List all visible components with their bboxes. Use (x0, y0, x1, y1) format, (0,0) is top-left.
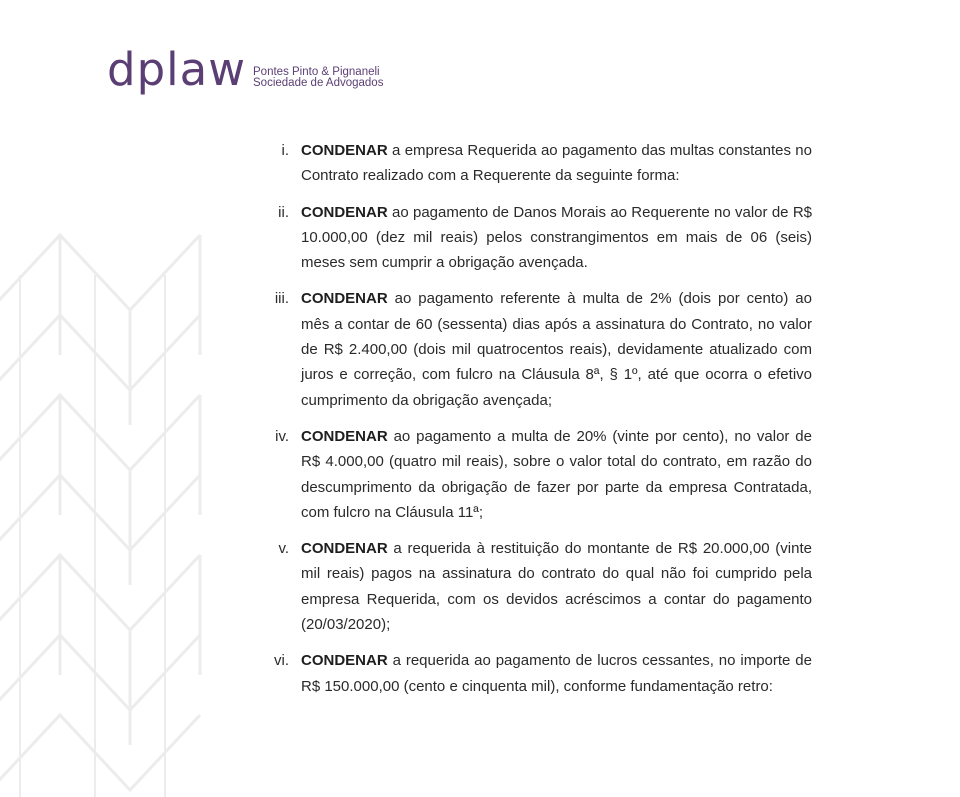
list-item (260, 200, 812, 276)
item-body: ao pagamento referente à multa de 2% (dois por cento) ao mês a contar de 60 (sessenta) dias após a assinatura do Contrato, no valor de R$ 2.400,00 (dois mil quatrocentos reais), devidamente atualizado com juros e correção, com fulcro na Cláusula 8ª, § 1º, até que ocorra o efetivo cumprimento da obrigação avençada; (301, 290, 812, 409)
item-numeral: iv. (275, 427, 289, 445)
item-text (301, 424, 812, 525)
firm-name (253, 67, 383, 89)
item-text (301, 286, 812, 412)
item-keyword: CONDENAR (301, 540, 388, 558)
item-body: ao pagamento a multa de 20% (vinte por cento), no valor de R$ 4.000,00 (quatro mil reais), sobre o valor total do contrato, em razão do descumprimento da obrigação de fazer por parte da empresa Contratada, com fulcro na Cláusula 11ª; (301, 427, 812, 521)
item-body: a empresa Requerida ao pagamento das multas constantes no Contrato realizado com a Requerente da seguinte forma: (301, 142, 812, 185)
item-text (301, 648, 812, 699)
watermark-pattern (0, 215, 215, 797)
list-item (260, 424, 812, 525)
item-numeral: v. (278, 540, 289, 558)
item-numeral: vi. (274, 652, 289, 670)
list-item (260, 286, 812, 412)
item-keyword: CONDENAR (301, 652, 388, 670)
item-numeral: i. (281, 142, 289, 159)
item-numeral: ii. (278, 203, 289, 221)
item-keyword: CONDENAR (301, 427, 388, 445)
list-item (260, 536, 812, 637)
item-text (301, 536, 812, 637)
item-body: a requerida ao pagamento de lucros cessantes, no importe de R$ 150.000,00 (cento e cinquenta mil), conforme fundamentação retro: (301, 652, 812, 695)
item-keyword: CONDENAR (301, 203, 388, 221)
item-body: ao pagamento de Danos Morais ao Requerente no valor de R$ 10.000,00 (dez mil reais) pelos constrangimentos em mais de 06 (seis) meses sem cumprir a obrigação avençada. (301, 203, 812, 272)
request-list (260, 138, 812, 710)
logo-wordmark: dplaw (107, 43, 247, 96)
item-keyword: CONDENAR (301, 142, 388, 159)
firm-name-line2: Sociedade de Advogados (253, 77, 384, 89)
item-body: a requerida à restituição do montante de R$ 20.000,00 (vinte mil reais) pagos na assinatura do contrato do qual não foi cumprido pela empresa Requerida, com os devidos acréscimos a contar do pagamento (20/03/2020); (301, 540, 812, 634)
list-item (260, 648, 812, 699)
item-text (301, 138, 812, 189)
firm-logo (107, 43, 384, 96)
item-text (301, 200, 812, 276)
item-numeral: iii. (274, 290, 289, 308)
list-item (260, 138, 812, 189)
item-keyword: CONDENAR (301, 290, 388, 308)
firm-name-line1: Pontes Pinto & Pignaneli (253, 66, 380, 78)
